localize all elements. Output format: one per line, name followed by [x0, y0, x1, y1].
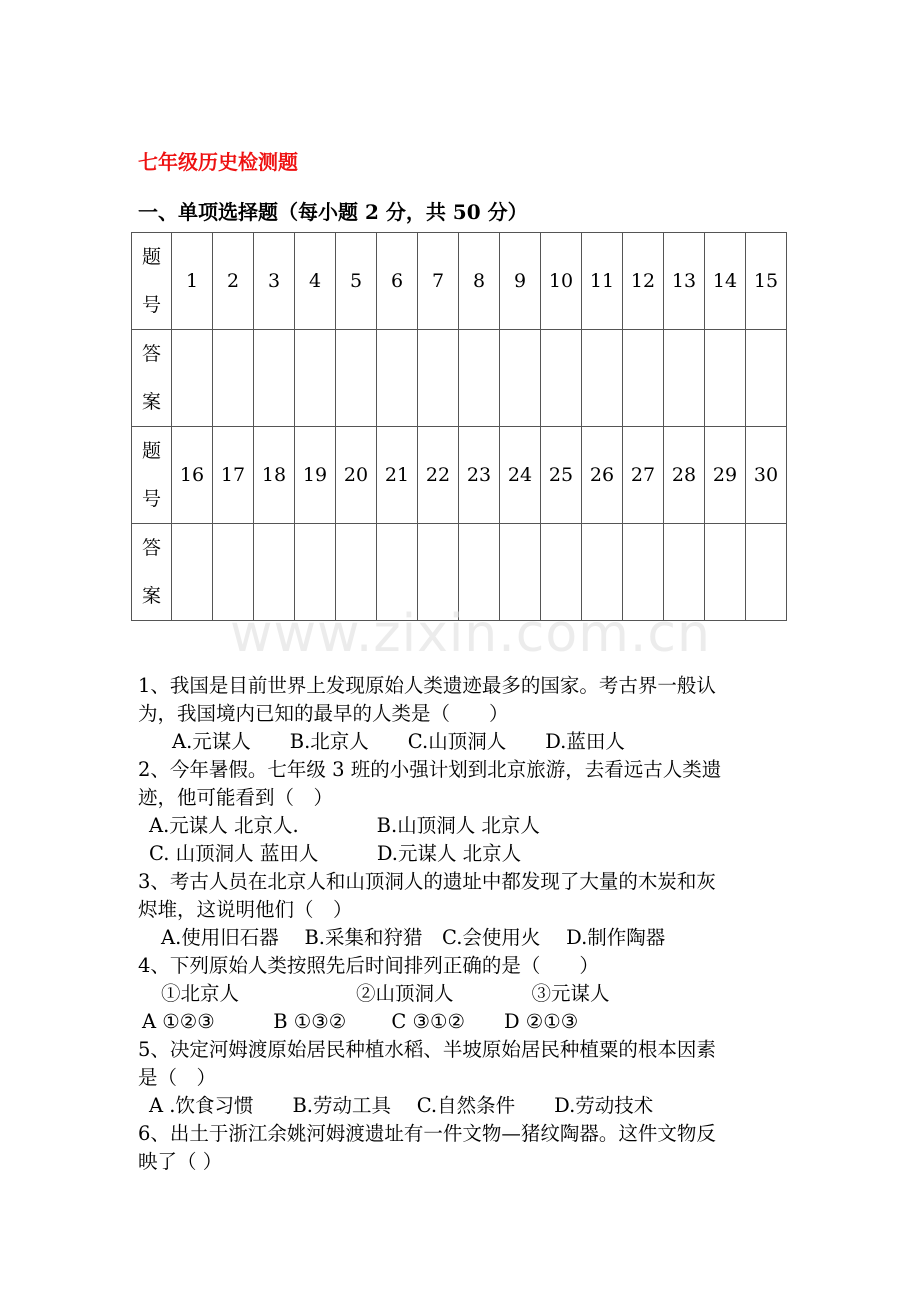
question-line: A .饮食习惯 B.劳动工具 C.自然条件 D.劳动技术: [149, 1094, 654, 1117]
answer-cell[interactable]: [664, 330, 705, 427]
page-title: 七年级历史检测题: [138, 150, 298, 174]
answer-cell[interactable]: [623, 330, 664, 427]
question-number-cell: 16: [172, 427, 213, 524]
question-line: 6、出土于浙江余姚河姆渡遗址有一件文物—猪纹陶器。这件文物反: [138, 1122, 716, 1145]
table-row-numbers-2: [132, 427, 787, 524]
answer-cell[interactable]: [254, 330, 295, 427]
question-number-cell: 15: [746, 233, 787, 330]
question-number-cell: 25: [541, 427, 582, 524]
row-label-number: 题号: [132, 427, 172, 524]
answer-cell[interactable]: [172, 330, 213, 427]
question-number-cell: 26: [582, 427, 623, 524]
question-number-cell: 5: [336, 233, 377, 330]
question-number-cell: 29: [705, 427, 746, 524]
answer-cell[interactable]: [746, 524, 787, 621]
question-number-cell: 30: [746, 427, 787, 524]
answer-cell[interactable]: [377, 330, 418, 427]
question-number-cell: 9: [500, 233, 541, 330]
question-line: 3、考古人员在北京人和山顶洞人的遗址中都发现了大量的木炭和灰: [138, 870, 716, 893]
question-line: ①北京人 ②山顶洞人 ③元谋人: [161, 982, 610, 1005]
question-number-cell: 10: [541, 233, 582, 330]
question-line: 5、决定河姆渡原始居民种植水稻、半坡原始居民种植粟的根本因素: [138, 1038, 716, 1061]
answer-cell[interactable]: [459, 330, 500, 427]
question-number-cell: 21: [377, 427, 418, 524]
answer-cell[interactable]: [295, 330, 336, 427]
answer-cell[interactable]: [705, 330, 746, 427]
row-label-answer: 答案: [132, 330, 172, 427]
question-number-cell: 1: [172, 233, 213, 330]
answer-cell[interactable]: [582, 330, 623, 427]
question-number-cell: 11: [582, 233, 623, 330]
question-number-cell: 12: [623, 233, 664, 330]
question-number-cell: 28: [664, 427, 705, 524]
question-line: 为，我国境内已知的最早的人类是（ ）: [138, 702, 509, 725]
question-line: 烬堆，这说明他们（ ）: [138, 898, 353, 921]
question-number-cell: 7: [418, 233, 459, 330]
question-line: A.使用旧石器 B.采集和狩猎 C.会使用火 D.制作陶器: [161, 926, 666, 949]
question-number-cell: 14: [705, 233, 746, 330]
row-label-answer: 答案: [132, 524, 172, 621]
section-heading: 一、单项选择题（每小题 2 分，共 50 分）: [138, 200, 528, 224]
answer-cell[interactable]: [172, 524, 213, 621]
question-line: 4、下列原始人类按照先后时间排列正确的是（ ）: [138, 954, 599, 977]
answer-cell[interactable]: [418, 330, 459, 427]
question-number-cell: 2: [213, 233, 254, 330]
question-number-cell: 17: [213, 427, 254, 524]
table-row-numbers-1: [132, 233, 787, 330]
question-number-cell: 18: [254, 427, 295, 524]
question-number-cell: 6: [377, 233, 418, 330]
question-number-cell: 8: [459, 233, 500, 330]
question-number-cell: 23: [459, 427, 500, 524]
question-number-cell: 20: [336, 427, 377, 524]
question-line: 1、我国是目前世界上发现原始人类遗迹最多的国家。考古界一般认: [138, 674, 716, 697]
question-line: 2、今年暑假。七年级 3 班的小强计划到北京旅游，去看远古人类遗: [138, 758, 722, 781]
question-line: 是（ ）: [138, 1066, 217, 1089]
answer-cell[interactable]: [336, 330, 377, 427]
question-number-cell: 22: [418, 427, 459, 524]
answer-table: [131, 232, 787, 621]
question-line: A.元谋人 B.北京人 C.山顶洞人 D.蓝田人: [172, 730, 625, 753]
question-number-cell: 24: [500, 427, 541, 524]
question-line: A.元谋人 北京人. B.山顶洞人 北京人: [149, 814, 540, 837]
table-row-answers-1: [132, 330, 787, 427]
question-number-cell: 13: [664, 233, 705, 330]
answer-cell[interactable]: [746, 330, 787, 427]
question-number-cell: 19: [295, 427, 336, 524]
question-number-cell: 27: [623, 427, 664, 524]
question-line: C. 山顶洞人 蓝田人 D.元谋人 北京人: [149, 842, 522, 865]
question-line: 迹，他可能看到（ ）: [138, 786, 334, 809]
question-number-cell: 3: [254, 233, 295, 330]
question-number-cell: 4: [295, 233, 336, 330]
answer-cell[interactable]: [500, 330, 541, 427]
answer-cell[interactable]: [541, 330, 582, 427]
watermark: www.zixin.com.cn: [230, 604, 711, 664]
question-line: A ①②③ B ①③② C ③①② D ②①③: [142, 1010, 579, 1033]
answer-cell[interactable]: [213, 330, 254, 427]
row-label-number: 题号: [132, 233, 172, 330]
question-line: 映了（ ）: [138, 1150, 223, 1173]
